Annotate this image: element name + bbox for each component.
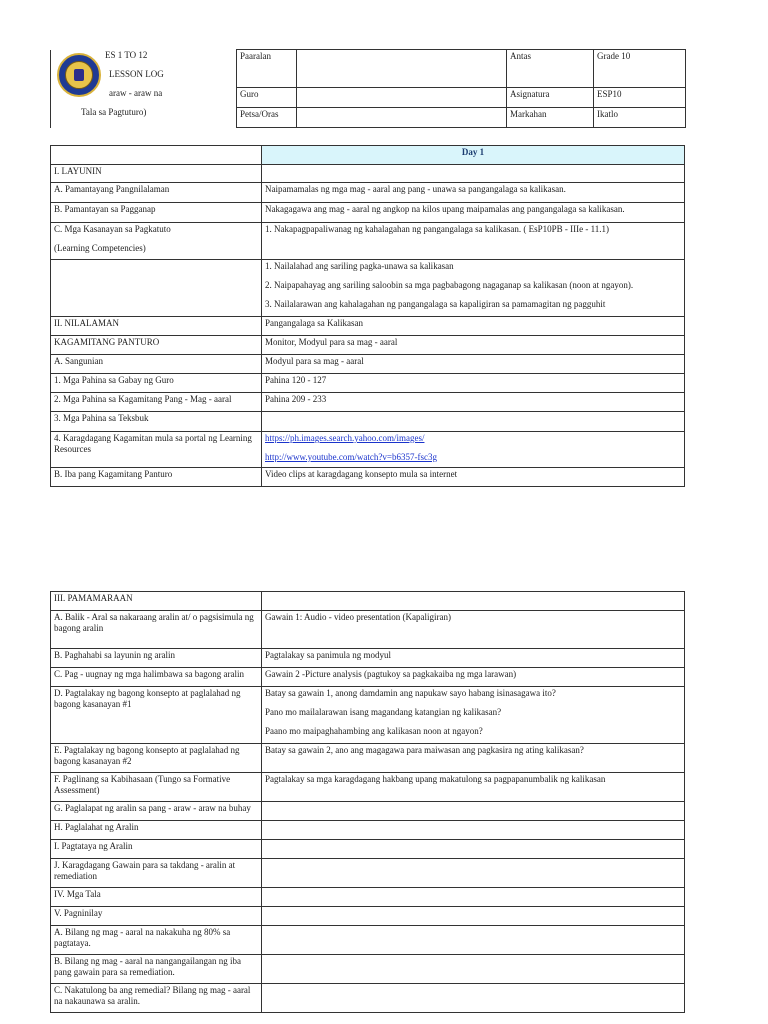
row-label: G. Paglalapat ng aralin sa pang - araw - araw na buhay bbox=[51, 802, 262, 821]
row-label-line: C. Mga Kasanayan sa Pagkatuto bbox=[54, 224, 171, 234]
row-label: II. NILALAMAN bbox=[51, 317, 262, 336]
question-line: Paano mo maipaghahambing ang kalikasan noon at ngayon? bbox=[265, 726, 483, 736]
row-value bbox=[262, 955, 685, 984]
row-value bbox=[262, 984, 685, 1013]
question-line: Batay sa gawain 1, anong damdamin ang napukaw sayo habang isinasagawa ito? bbox=[265, 688, 556, 698]
row-value bbox=[262, 412, 685, 432]
row-value: Nakagagawa ang mag - aaral ng angkop na kilos upang maipamalas ang pangangalaga sa kalikasan. bbox=[262, 203, 685, 223]
table-row bbox=[51, 802, 685, 821]
lesson-procedures-table bbox=[50, 591, 685, 1013]
objective-line: 1. Nailalahad ang sariling pagka-unawa sa kalikasan bbox=[265, 261, 454, 271]
markahan-label: Markahan bbox=[507, 108, 594, 128]
row-label: 3. Mga Pahina sa Teksbuk bbox=[51, 412, 262, 432]
table-row bbox=[51, 668, 685, 687]
table-row bbox=[51, 183, 685, 203]
row-label: E. Pagtalakay ng bagong konsepto at paglalahad ng bagong kasanayan #2 bbox=[51, 744, 262, 773]
row-value: Monitor, Modyul para sa mag - aaral bbox=[262, 336, 685, 355]
row-value bbox=[262, 821, 685, 840]
row-label bbox=[51, 223, 262, 260]
table-row bbox=[51, 888, 685, 907]
table-row bbox=[51, 649, 685, 668]
row-value bbox=[262, 907, 685, 926]
row-value: Video clips at karagdagang konsepto mula sa internet bbox=[262, 468, 685, 487]
row-label-line: (Learning Competencies) bbox=[54, 243, 146, 253]
objective-line: 2. Naipapahayag ang sariling saloobin sa mga pagbabagong nagaganap sa kalikasan (noon at ngayon). bbox=[265, 280, 634, 290]
row-value bbox=[262, 260, 685, 317]
table-row bbox=[51, 926, 685, 955]
table-row bbox=[51, 984, 685, 1013]
row-label: C. Nakatulong ba ang remedial? Bilang ng mag - aaral na nakaunawa sa aralin. bbox=[51, 984, 262, 1013]
row-label bbox=[51, 260, 262, 317]
row-label: I. LAYUNIN bbox=[51, 165, 262, 183]
table-row bbox=[51, 412, 685, 432]
row-label: A. Sangunian bbox=[51, 355, 262, 374]
table-row bbox=[51, 165, 685, 183]
row-value: Modyul para sa mag - aaral bbox=[262, 355, 685, 374]
row-label: B. Iba pang Kagamitang Panturo bbox=[51, 468, 262, 487]
table-row bbox=[51, 611, 685, 649]
table-row bbox=[51, 203, 685, 223]
objective-line: 3. Nailalarawan ang kahalagahan ng pangangalaga sa kapaligiran sa pamamagitan ng pagguhit bbox=[265, 299, 606, 309]
table-row bbox=[51, 317, 685, 336]
paaralan-label: Paaralan bbox=[237, 50, 297, 88]
row-label: 2. Mga Pahina sa Kagamitang Pang - Mag - aaral bbox=[51, 393, 262, 412]
row-label: V. Pagninilay bbox=[51, 907, 262, 926]
table-row bbox=[51, 859, 685, 888]
row-value bbox=[262, 687, 685, 744]
header-title-line-1: ES 1 TO 12 bbox=[105, 49, 148, 60]
row-value: Pahina 120 - 127 bbox=[262, 374, 685, 393]
antas-label: Antas bbox=[507, 50, 594, 88]
row-value bbox=[262, 888, 685, 907]
table-row bbox=[51, 840, 685, 859]
header-title-line-2: LESSON LOG bbox=[109, 68, 164, 79]
header-title-line-4: Tala sa Pagtuturo) bbox=[81, 106, 147, 117]
table-row bbox=[51, 336, 685, 355]
row-label: IV. Mga Tala bbox=[51, 888, 262, 907]
row-value: 1. Nakapagpapaliwanag ng kahalagahan ng pangangalaga sa kalikasan. ( EsP10PB - IIIe - 11.1) bbox=[262, 223, 685, 260]
day-header-blank bbox=[51, 146, 262, 165]
table-row bbox=[51, 773, 685, 802]
row-label: III. PAMAMARAAN bbox=[51, 592, 262, 611]
row-value bbox=[262, 432, 685, 468]
row-value bbox=[262, 592, 685, 611]
row-value bbox=[262, 165, 685, 183]
row-value: Batay sa gawain 2, ano ang magagawa para maiwasan ang pagkasira ng ating kalikasan? bbox=[262, 744, 685, 773]
lesson-objectives-table bbox=[50, 145, 685, 487]
paaralan-value bbox=[297, 50, 507, 88]
row-label: KAGAMITANG PANTURO bbox=[51, 336, 262, 355]
table-row bbox=[51, 393, 685, 412]
row-label: A. Balik - Aral sa nakaraang aralin at/ o pagsisimula ng bagong aralin bbox=[51, 611, 262, 649]
row-value: Pagtalakay sa mga karagdagang hakbang upang makatulong sa pagpapanumbalik ng kalikasan bbox=[262, 773, 685, 802]
row-label: H. Paglalahat ng Aralin bbox=[51, 821, 262, 840]
asignatura-label: Asignatura bbox=[507, 88, 594, 108]
deped-seal-icon bbox=[57, 53, 101, 97]
header-logo-cell bbox=[51, 50, 237, 128]
question-line: Pano mo mailalarawan isang magandang katangian ng kalikasan? bbox=[265, 707, 502, 717]
asignatura-value: ESP10 bbox=[594, 88, 686, 108]
table-row bbox=[51, 374, 685, 393]
header-title-line-3: araw - araw na bbox=[109, 87, 163, 98]
antas-value: Grade 10 bbox=[594, 50, 686, 88]
row-value: Pangangalaga sa Kalikasan bbox=[262, 317, 685, 336]
table-row bbox=[51, 821, 685, 840]
table-row bbox=[51, 744, 685, 773]
table-row bbox=[51, 592, 685, 611]
lesson-log-header bbox=[50, 49, 686, 128]
row-label: B. Pamantayan sa Pagganap bbox=[51, 203, 262, 223]
yahoo-images-link[interactable]: https://ph.images.search.yahoo.com/images/ bbox=[265, 433, 425, 443]
row-value: Gawain 2 -Picture analysis (pagtukoy sa pagkakaiba ng mga larawan) bbox=[262, 668, 685, 687]
row-label: B. Paghahabi sa layunin ng aralin bbox=[51, 649, 262, 668]
row-value: Gawain 1: Audio - video presentation (Kapaligiran) bbox=[262, 611, 685, 649]
table-row bbox=[51, 955, 685, 984]
table-row bbox=[51, 355, 685, 374]
row-value: Pagtalakay sa panimula ng modyul bbox=[262, 649, 685, 668]
table-row bbox=[51, 468, 685, 487]
row-value bbox=[262, 926, 685, 955]
row-label: J. Karagdagang Gawain para sa takdang - aralin at remediation bbox=[51, 859, 262, 888]
row-value bbox=[262, 802, 685, 821]
row-label: B. Bilang ng mag - aaral na nangangailangan ng iba pang gawain para sa remediation. bbox=[51, 955, 262, 984]
row-value bbox=[262, 840, 685, 859]
row-label: A. Pamantayang Pangnilalaman bbox=[51, 183, 262, 203]
youtube-video-link[interactable]: http://www.youtube.com/watch?v=b6357-fsc3g bbox=[265, 452, 437, 462]
table-row bbox=[51, 260, 685, 317]
guro-label: Guro bbox=[237, 88, 297, 108]
row-value: Naipamamalas ng mga mag - aaral ang pang - unawa sa pangangalaga sa kalikasan. bbox=[262, 183, 685, 203]
day-header: Day 1 bbox=[262, 146, 685, 165]
row-label: 1. Mga Pahina sa Gabay ng Guro bbox=[51, 374, 262, 393]
table-row bbox=[51, 432, 685, 468]
petsa-label: Petsa/Oras bbox=[237, 108, 297, 128]
guro-value bbox=[297, 88, 507, 108]
table-row bbox=[51, 223, 685, 260]
row-label: 4. Karagdagang Kagamitan mula sa portal ng Learning Resources bbox=[51, 432, 262, 468]
row-label: C. Pag - uugnay ng mga halimbawa sa bagong aralin bbox=[51, 668, 262, 687]
table-row bbox=[51, 687, 685, 744]
row-label: D. Pagtalakay ng bagong konsepto at paglalahad ng bagong kasanayan #1 bbox=[51, 687, 262, 744]
petsa-value bbox=[297, 108, 507, 128]
row-label: A. Bilang ng mag - aaral na nakakuha ng 80% sa pagtataya. bbox=[51, 926, 262, 955]
table-row bbox=[51, 907, 685, 926]
row-label: I. Pagtataya ng Aralin bbox=[51, 840, 262, 859]
row-value: Pahina 209 - 233 bbox=[262, 393, 685, 412]
row-label: F. Paglinang sa Kabihasaan (Tungo sa Formative Assessment) bbox=[51, 773, 262, 802]
row-value bbox=[262, 859, 685, 888]
markahan-value: Ikatlo bbox=[594, 108, 686, 128]
